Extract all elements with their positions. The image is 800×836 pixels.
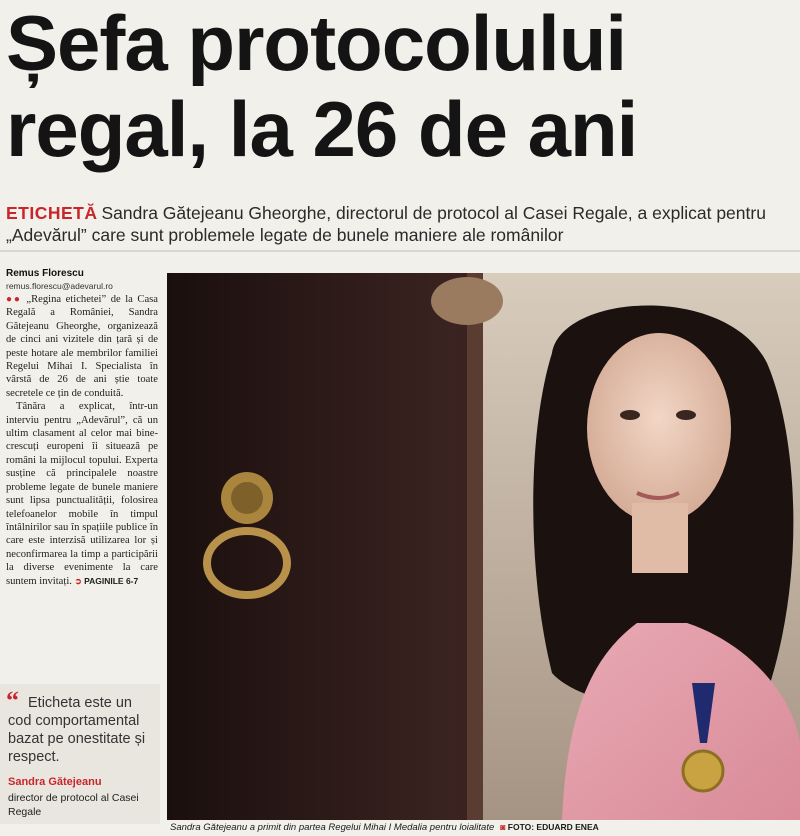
- byline-author: Remus Florescu: [6, 268, 84, 279]
- quote-author-role: director de protocol al Casei Regale: [8, 792, 139, 818]
- arrow-right-icon: ➲: [74, 575, 82, 586]
- pages-reference: ➲ PAGINILE 6-7: [74, 575, 139, 586]
- camera-icon: ◙: [500, 822, 506, 832]
- lead-text: Sandra Gătejeanu Gheorghe, directorul de protocol al Casei Regale, a explicat pentru „Adevărul” care sunt problemele legate de bunele maniere ale românilor: [6, 203, 766, 245]
- quote-author: Sandra Gătejeanu: [8, 776, 102, 788]
- lead-paragraph: [6, 202, 796, 246]
- photo-caption: Sandra Gătejeanu a primit din partea Regelui Mihai I Medalia pentru loialitate ◙ FOTO: EDUARD ENEA: [170, 822, 599, 833]
- quote-text: Eticheta este un cod comportamental bazat pe onestitate și respect.: [8, 695, 146, 765]
- body-paragraph-1: ●● „Regina etichetei” de la Casa Regală a României, Sandra Gătejeanu Gheorghe, organizează de cinci ani vizitele din țară și de peste hotare ale membrilor familiei Regelui Mihai I. Specialista în vârstă de 26 de ani știe toate secretele ce țin de conduită.: [6, 294, 158, 399]
- photo-credit: ◙ FOTO: EDUARD ENEA: [500, 822, 599, 832]
- headline: [6, 0, 796, 172]
- divider: [0, 250, 800, 252]
- pull-quote: [0, 684, 160, 824]
- headline-line-2: regal, la 26 de ani: [6, 85, 638, 173]
- headline-line-1: Șefa protocolului: [6, 0, 627, 87]
- article-photo: [167, 273, 800, 820]
- byline-email: remus.florescu@adevarul.ro: [6, 281, 113, 291]
- bullet-icon: ●●: [6, 294, 22, 305]
- article-body: [6, 293, 158, 588]
- section-tag: ETICHETĂ: [6, 203, 98, 223]
- photo-illustration: [167, 273, 800, 820]
- quote-mark-icon: “: [6, 686, 19, 715]
- body-paragraph-2: Tânăra a explicat, într-un interviu pentru „Adevărul”, că un ultim clasament al celor mai bine-crescuți europeni îi situează pe români la mijlocul topului. Experta susține că principalele noastre probleme legate de bunele maniere sunt lipsa punctualității, folosirea telefoanelor mobile în timpul întâlnirilor sau în spațiile publice în care este interzisă utilizarea lor și neconfirmarea la timp a participării la diverse evenimente la care suntem invitați. ➲ PAGINILE 6-7: [6, 401, 158, 587]
